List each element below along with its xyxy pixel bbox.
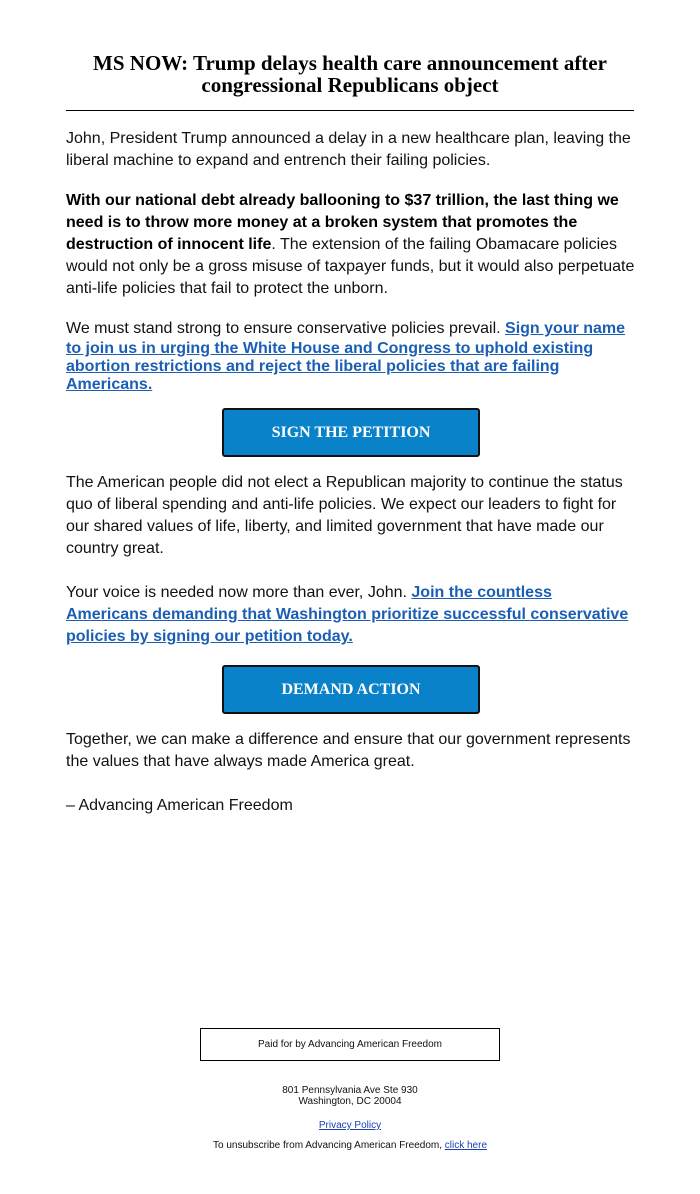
privacy-policy-link[interactable]: Privacy Policy bbox=[318, 1120, 382, 1131]
petition-paragraph-text: We must stand strong to ensure conservative policies prevail. bbox=[66, 320, 506, 337]
voice-paragraph-text: Your voice is needed now more than ever, John. bbox=[66, 584, 412, 601]
privacy-policy-row bbox=[0, 1120, 700, 1131]
voice-paragraph bbox=[66, 582, 636, 648]
demand-action-button[interactable]: DEMAND ACTION bbox=[222, 665, 480, 714]
signoff: – Advancing American Freedom bbox=[66, 797, 293, 814]
address-line-2: Washington, DC 20004 bbox=[298, 1096, 402, 1107]
sign-your-name-link[interactable]: Sign your name to join us in urging the White House and Congress to uphold existing abortion restrictions and reject the liberal policies that are failing Americans. bbox=[66, 320, 626, 393]
email-headline: MS NOW: Trump delays health care announcement after congressional Republicans object bbox=[93, 51, 607, 97]
unsubscribe-text: To unsubscribe from Advancing American Freedom, bbox=[212, 1140, 445, 1151]
paid-for-disclaimer: Paid for by Advancing American Freedom bbox=[200, 1028, 500, 1061]
join-countless-americans-link[interactable]: Join the countless Americans demanding that Washington prioritize successful conservative policies by signing our petition today. bbox=[66, 584, 629, 645]
unsubscribe-row bbox=[0, 1140, 700, 1151]
closing-paragraph: Together, we can make a difference and ensure that our government represents the values that have always made America great. bbox=[66, 731, 631, 770]
unsubscribe-link[interactable]: click here bbox=[444, 1140, 488, 1151]
headline-divider bbox=[66, 110, 634, 111]
sign-petition-button[interactable]: SIGN THE PETITION bbox=[222, 408, 480, 457]
petition-paragraph bbox=[66, 318, 636, 394]
address-line-1: 801 Pennsylvania Ave Ste 930 bbox=[282, 1085, 418, 1096]
intro-paragraph: John, President Trump announced a delay in a new healthcare plan, leaving the liberal machine to expand and entrench their failing policies. bbox=[66, 130, 631, 169]
debt-paragraph bbox=[66, 190, 636, 300]
debt-paragraph-bold: With our national debt already ballooning to $37 trillion, the last thing we need is to throw more money at a broken system that promotes the destruction of innocent life bbox=[66, 192, 619, 253]
debt-paragraph-rest: . The extension of the failing Obamacare policies would not only be a gross misuse of taxpayer funds, but it would also perpetuate anti-life policies that fail to protect the unborn. bbox=[66, 236, 635, 297]
majority-paragraph: The American people did not elect a Republican majority to continue the status quo of liberal spending and anti-life policies. We expect our leaders to fight for our shared values of life, liberty, and limited government that have made our country great. bbox=[66, 474, 623, 557]
